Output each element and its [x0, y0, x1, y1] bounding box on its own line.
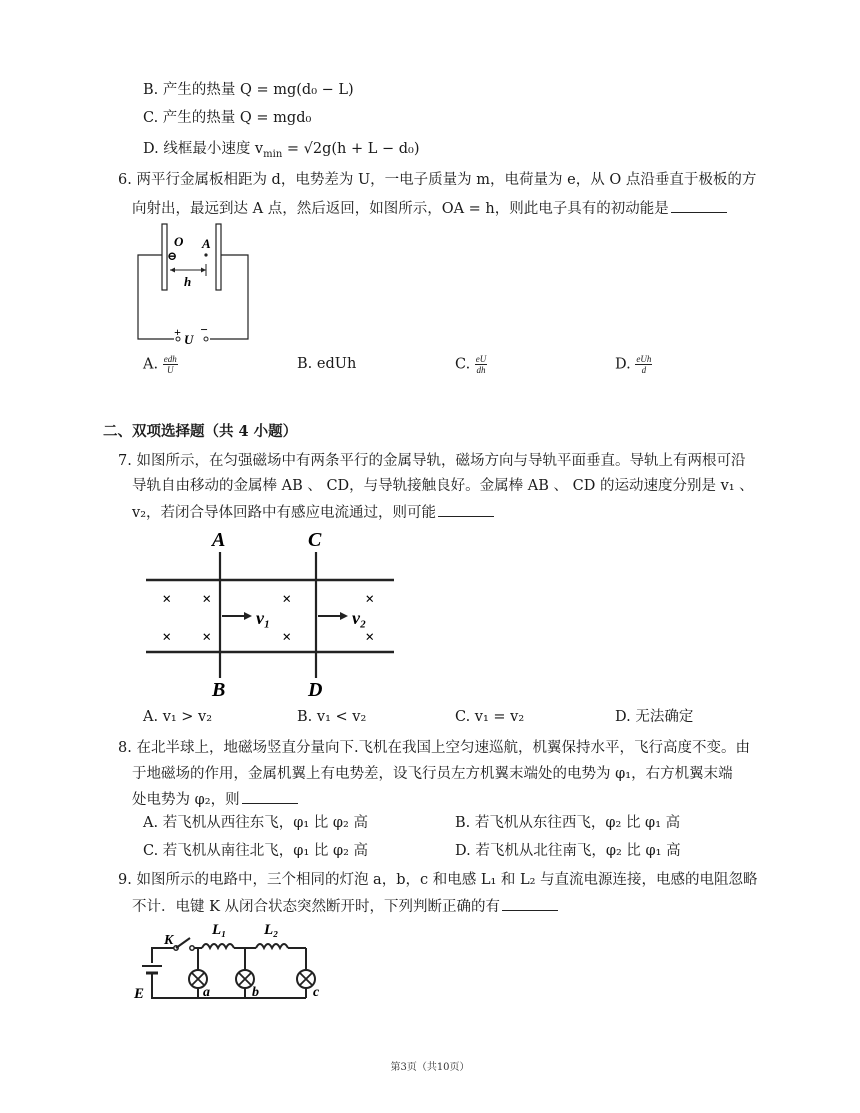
cross-icon: × [365, 629, 375, 646]
q7-option-a: A. v₁ > v₂ [143, 709, 213, 725]
q5-option-d-eq: = √2g(h + L − d₀) [282, 141, 420, 157]
answer-blank [242, 789, 298, 804]
label-l2: L₂ [264, 922, 279, 938]
frac-den: d [641, 365, 647, 375]
label-b: b [252, 985, 259, 1000]
frac-num: eU [475, 354, 487, 364]
q5-option-b: B. 产生的热量 Q = mg(d₀ − L) [143, 82, 354, 98]
q5-option-d-sub: min [263, 148, 283, 160]
electron-icon: ⊖ [167, 249, 178, 263]
q7-rails-figure [140, 524, 400, 702]
page-number: 第3页（共10页） [390, 1062, 470, 1073]
label-b: B [212, 679, 226, 701]
bottom-wire [152, 973, 306, 998]
q7-option-b: B. v₁ < v₂ [297, 709, 367, 725]
q8-option-d: D. 若飞机从北往南飞，φ₂ 比 φ₁ 高 [455, 843, 681, 859]
wire-left-top [152, 948, 174, 963]
terminal-minus [204, 337, 208, 341]
q8-stem-line1: 8. 在北半球上，地磁场竖直分量向下.飞机在我国上空匀速巡航，机翼保持水平，飞行高度不变。由 [118, 740, 751, 756]
frac-den: U [166, 365, 174, 375]
label-k: K [164, 933, 174, 948]
q6-option-a-prefix: A. [143, 356, 159, 373]
q6-option-d [615, 354, 652, 375]
q6-option-c-prefix: C. [455, 356, 471, 373]
v2-label: v₂ [352, 608, 367, 628]
q6-option-c [455, 354, 487, 375]
voltage-label: U [184, 332, 194, 347]
q5-option-d [143, 139, 420, 165]
h-label: h [184, 274, 192, 289]
section-title: 二、双项选择题（共 4 小题） [103, 423, 298, 440]
q8-option-b: B. 若飞机从东往西飞，φ₂ 比 φ₁ 高 [455, 815, 681, 831]
q9-circuit-figure [130, 918, 330, 1010]
cross-icon: × [202, 629, 212, 646]
q6-option-c-fraction [475, 354, 488, 375]
answer-blank [438, 502, 494, 517]
q8-option-a: A. 若飞机从西往东飞，φ₁ 比 φ₂ 高 [143, 815, 368, 831]
q6-option-d-prefix: D. [615, 356, 631, 373]
frac-num: edh [163, 354, 177, 364]
cross-icon: × [162, 591, 172, 608]
q8-stem-line3-text: 处电势为 φ₂，则 [132, 792, 240, 808]
q6-option-a [143, 354, 178, 375]
q7-stem-line1: 7. 如图所示，在匀强磁场中有两条平行的金属导轨，磁场方向与导轨平面垂直。导轨上有两根可沿 [118, 453, 746, 469]
q8-option-c: C. 若飞机从南往北飞，φ₁ 比 φ₂ 高 [143, 843, 369, 859]
label-l1: L₁ [212, 922, 227, 938]
q5-option-d-text: D. 线框最小速度 v [143, 141, 264, 157]
label-a: a [203, 985, 210, 1000]
label-a: A [212, 529, 226, 551]
cross-icon: × [202, 591, 212, 608]
frac-den: dh [476, 365, 486, 375]
inductor-l1 [202, 944, 234, 948]
switch-contact [190, 946, 194, 950]
q9-stem-line2-text: 不计．电键 K 从闭合状态突然断开时，下列判断正确的有 [132, 899, 501, 915]
point-a-label: A [202, 236, 211, 251]
q8-stem-line2: 于地磁场的作用，金属机翼上有电势差，设飞行员左方机翼末端处的电势为 φ₁，右方机翼末端 [132, 766, 733, 782]
cross-icon: × [282, 591, 292, 608]
cross-icon: × [282, 629, 292, 646]
cross-icon: × [162, 629, 172, 646]
q7-option-d: D. 无法确定 [615, 709, 694, 725]
q6-stem-line2 [132, 198, 727, 219]
v1-arrowhead [244, 612, 252, 620]
q6-option-b: B. edUh [297, 356, 357, 372]
q6-stem-line1: 6. 两平行金属板相距为 d，电势差为 U，一电子质量为 m，电荷量为 e，从 O 点沿垂直于极板的方 [118, 172, 757, 188]
answer-blank [671, 198, 727, 213]
q7-stem-line3 [132, 502, 494, 523]
q8-stem-line3 [132, 789, 298, 810]
q7-stem-line2: 导轨自由移动的金属棒 AB 、 CD，与导轨接触良好。金属棒 AB 、 CD 的运动速度分别是 v₁ 、 [132, 478, 754, 494]
inductor-l2 [256, 944, 288, 948]
frac-num: eUh [636, 354, 652, 364]
switch-blade [176, 938, 190, 948]
right-plate [216, 224, 221, 290]
q7-option-c: C. v₁ = v₂ [455, 709, 525, 725]
q6-option-d-fraction [635, 354, 652, 375]
label-e: E [134, 986, 145, 1002]
point-a-dot [204, 253, 207, 256]
q6-parallel-plates-figure [130, 218, 260, 348]
point-o-label: O [174, 234, 184, 249]
v1-label: v₁ [256, 608, 271, 628]
answer-blank [502, 896, 558, 911]
q9-stem-line2 [132, 896, 558, 917]
q7-stem-line3-text: v₂，若闭合导体回路中有感应电流通过，则可能 [132, 505, 437, 521]
q6-stem-line2-text: 向射出，最远到达 A 点，然后返回，如图所示，OA = h，则此电子具有的初动能是 [132, 201, 669, 217]
plus-sign: + [174, 325, 181, 339]
v2-arrowhead [340, 612, 348, 620]
q6-option-a-fraction [163, 354, 178, 375]
q9-stem-line1: 9. 如图所示的电路中，三个相同的灯泡 a，b，c 和电感 L₁ 和 L₂ 与直流电源连接，电感的电阻忽略 [118, 872, 758, 888]
wire-left [138, 255, 174, 339]
q5-option-c: C. 产生的热量 Q = mgd₀ [143, 110, 312, 126]
label-c: C [308, 529, 322, 551]
label-c: c [313, 985, 320, 1000]
label-d: D [308, 679, 323, 701]
minus-sign: − [200, 322, 208, 337]
cross-icon: × [365, 591, 375, 608]
